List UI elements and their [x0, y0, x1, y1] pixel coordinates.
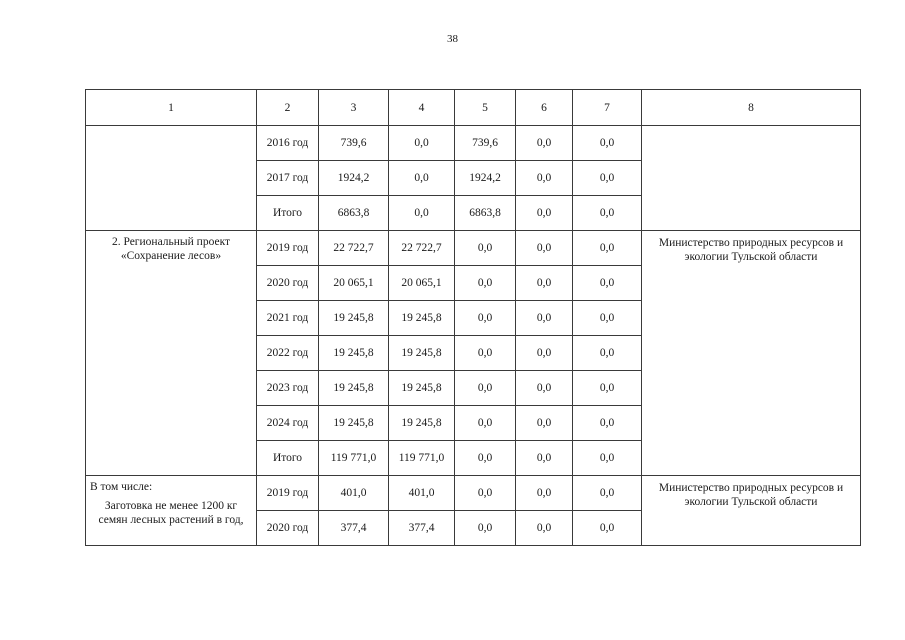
value-cell: 401,0 — [319, 476, 389, 511]
empty-responsible-cell — [642, 126, 861, 231]
responsible-line: экологии Тульской области — [684, 496, 818, 508]
subproject-title-line: Заготовка не менее 1200 кг — [104, 500, 238, 512]
value-cell: 6863,8 — [455, 196, 516, 231]
value-cell: 0,0 — [455, 441, 516, 476]
value-cell: 0,0 — [573, 511, 642, 546]
value-cell: 0,0 — [455, 476, 516, 511]
value-cell: 20 065,1 — [389, 266, 455, 301]
value-cell: 1924,2 — [319, 161, 389, 196]
value-cell: 377,4 — [389, 511, 455, 546]
page-number: 38 — [447, 33, 458, 45]
value-cell: 1924,2 — [455, 161, 516, 196]
project-title-line: «Сохранение лесов» — [120, 250, 222, 262]
value-cell: 0,0 — [516, 196, 573, 231]
responsible-line: Министерство природных ресурсов и — [658, 237, 844, 249]
value-cell: 19 245,8 — [389, 336, 455, 371]
year-cell: 2022 год — [257, 336, 319, 371]
year-cell: 2024 год — [257, 406, 319, 441]
value-cell: 0,0 — [516, 301, 573, 336]
value-cell: 119 771,0 — [319, 441, 389, 476]
value-cell: 739,6 — [455, 126, 516, 161]
value-cell: 19 245,8 — [389, 301, 455, 336]
value-cell: 0,0 — [516, 161, 573, 196]
header-cell: 1 — [86, 90, 257, 126]
project-title-cell — [86, 231, 257, 476]
value-cell: 0,0 — [516, 371, 573, 406]
value-cell: 0,0 — [516, 336, 573, 371]
year-cell: 2019 год — [257, 231, 319, 266]
value-cell: 0,0 — [516, 511, 573, 546]
value-cell: 22 722,7 — [319, 231, 389, 266]
value-cell: 0,0 — [573, 371, 642, 406]
value-cell: 6863,8 — [319, 196, 389, 231]
value-cell: 377,4 — [319, 511, 389, 546]
responsible-cell — [642, 231, 861, 476]
value-cell: 0,0 — [573, 161, 642, 196]
responsible-line: экологии Тульской области — [684, 251, 818, 263]
responsible-line: Министерство природных ресурсов и — [658, 482, 844, 494]
table-header-row — [86, 90, 861, 126]
empty-description-cell — [86, 126, 257, 231]
value-cell: 20 065,1 — [319, 266, 389, 301]
responsible-cell — [642, 476, 861, 546]
subproject-title-line: семян лесных растений в год, — [98, 514, 244, 526]
header-cell: 7 — [573, 90, 642, 126]
value-cell: 0,0 — [455, 511, 516, 546]
header-cell: 8 — [642, 90, 861, 126]
value-cell: 0,0 — [389, 196, 455, 231]
value-cell: 0,0 — [573, 126, 642, 161]
value-cell: 0,0 — [573, 301, 642, 336]
value-cell: 0,0 — [455, 336, 516, 371]
value-cell: 0,0 — [455, 266, 516, 301]
year-cell: 2016 год — [257, 126, 319, 161]
value-cell: 19 245,8 — [319, 406, 389, 441]
value-cell: 0,0 — [455, 406, 516, 441]
year-cell: Итого — [257, 441, 319, 476]
value-cell: 0,0 — [516, 441, 573, 476]
value-cell: 19 245,8 — [319, 301, 389, 336]
year-cell: 2020 год — [257, 266, 319, 301]
value-cell: 0,0 — [455, 371, 516, 406]
value-cell: 0,0 — [455, 301, 516, 336]
header-cell: 6 — [516, 90, 573, 126]
value-cell: 19 245,8 — [389, 406, 455, 441]
value-cell: 0,0 — [455, 231, 516, 266]
value-cell: 19 245,8 — [319, 336, 389, 371]
value-cell: 0,0 — [573, 406, 642, 441]
header-cell: 4 — [389, 90, 455, 126]
value-cell: 19 245,8 — [389, 371, 455, 406]
subproject-title-cell — [86, 476, 257, 546]
value-cell: 0,0 — [516, 126, 573, 161]
year-cell: 2019 год — [257, 476, 319, 511]
value-cell: 0,0 — [389, 161, 455, 196]
project-title-line: 2. Региональный проект — [111, 236, 231, 248]
value-cell: 0,0 — [389, 126, 455, 161]
table-row — [86, 476, 861, 511]
year-cell: 2020 год — [257, 511, 319, 546]
subproject-title-line: В том числе: — [90, 481, 153, 493]
header-cell: 3 — [319, 90, 389, 126]
value-cell: 0,0 — [573, 476, 642, 511]
value-cell: 0,0 — [573, 231, 642, 266]
value-cell: 0,0 — [516, 476, 573, 511]
value-cell: 0,0 — [516, 406, 573, 441]
value-cell: 0,0 — [573, 441, 642, 476]
value-cell: 119 771,0 — [389, 441, 455, 476]
value-cell: 739,6 — [319, 126, 389, 161]
value-cell: 22 722,7 — [389, 231, 455, 266]
table-row — [86, 126, 861, 161]
value-cell: 0,0 — [516, 231, 573, 266]
year-cell: 2021 год — [257, 301, 319, 336]
value-cell: 401,0 — [389, 476, 455, 511]
table-row — [86, 231, 861, 266]
header-cell: 2 — [257, 90, 319, 126]
value-cell: 0,0 — [573, 196, 642, 231]
year-cell: 2023 год — [257, 371, 319, 406]
budget-table — [85, 89, 861, 546]
header-cell: 5 — [455, 90, 516, 126]
value-cell: 19 245,8 — [319, 371, 389, 406]
value-cell: 0,0 — [573, 266, 642, 301]
value-cell: 0,0 — [573, 336, 642, 371]
value-cell: 0,0 — [516, 266, 573, 301]
year-cell: Итого — [257, 196, 319, 231]
year-cell: 2017 год — [257, 161, 319, 196]
